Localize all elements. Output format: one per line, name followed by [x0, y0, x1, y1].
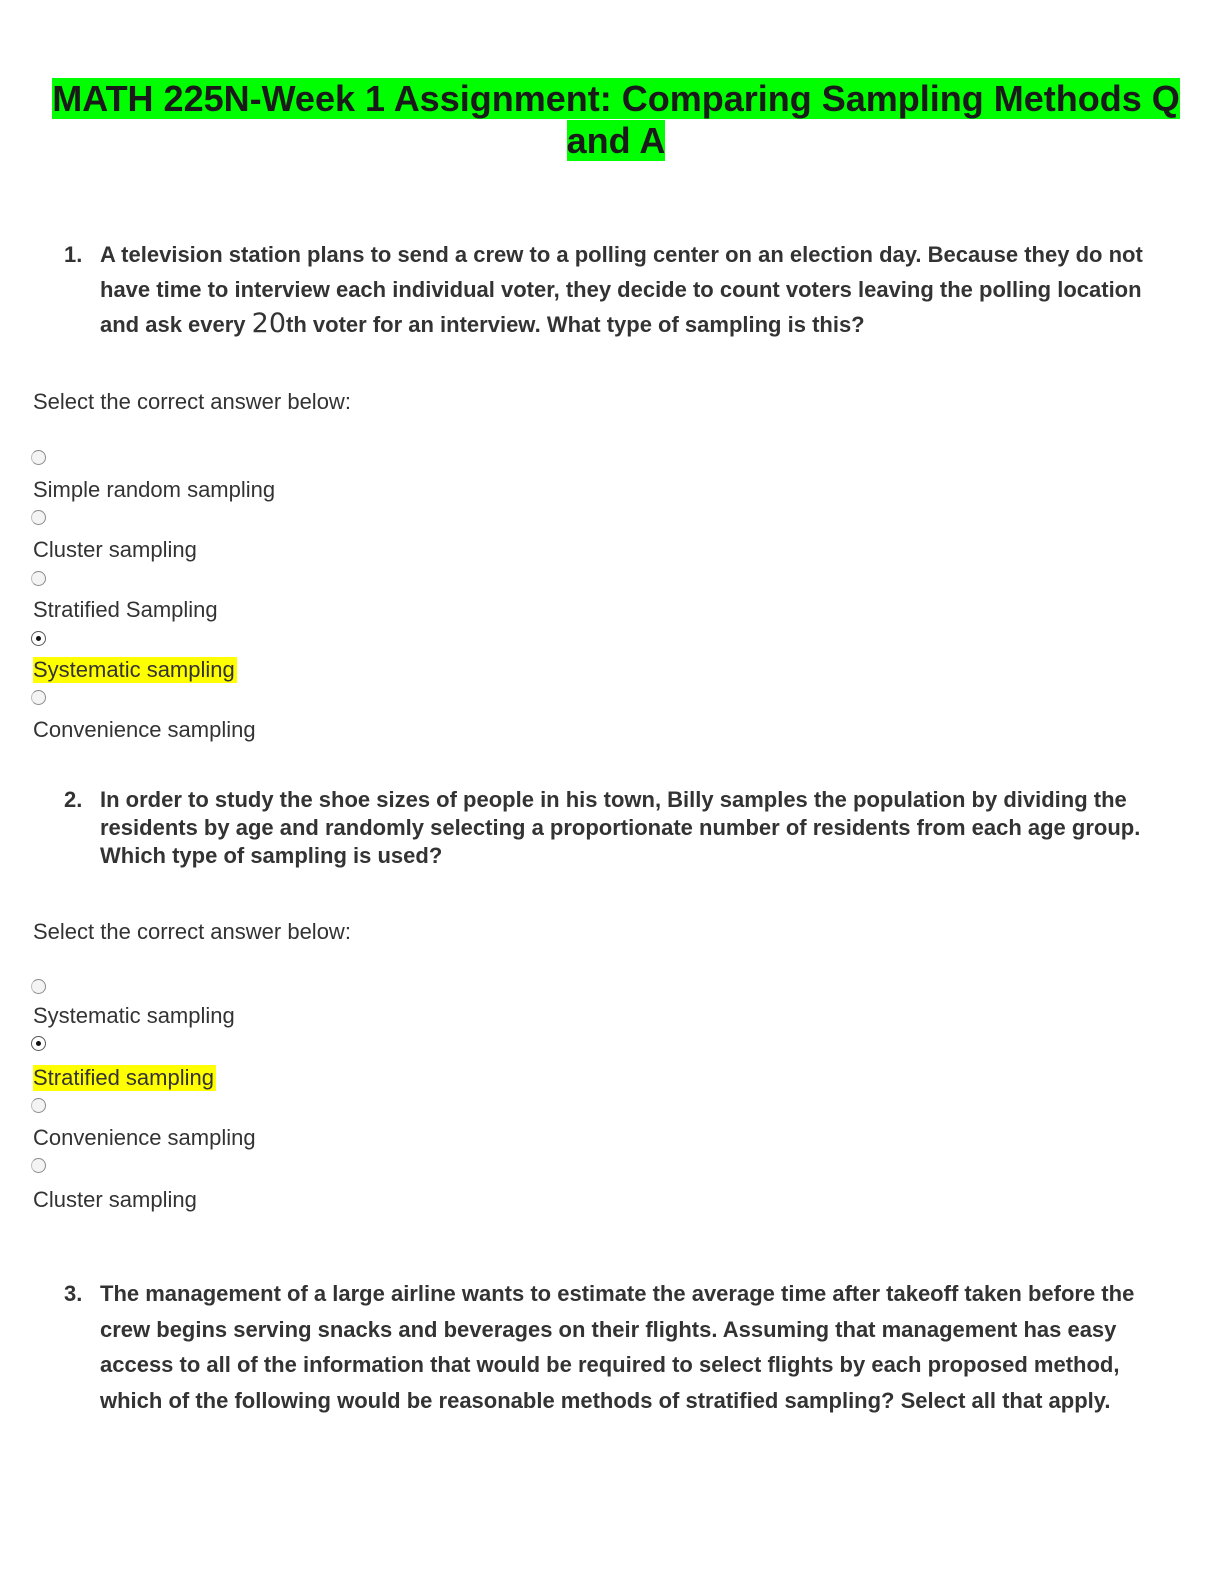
question-number: 2. [64, 787, 83, 812]
answer-option[interactable]: Stratified Sampling [33, 597, 218, 622]
question-text-number: 20 [251, 308, 287, 339]
question-number: 1. [64, 242, 83, 267]
question-2 [64, 786, 1184, 870]
select-answer-label: Select the correct answer below: [33, 389, 351, 414]
question-text [100, 238, 1184, 343]
radio-unchecked-icon[interactable] [31, 1098, 46, 1113]
radio-unchecked-icon[interactable] [31, 571, 46, 586]
page-title-text: MATH 225N-Week 1 Assignment: Comparing Sampling Methods Q and A [52, 78, 1180, 161]
answer-option-selected[interactable]: Systematic sampling [33, 657, 235, 682]
radio-unchecked-icon[interactable] [31, 510, 46, 525]
answer-option[interactable]: Cluster sampling [33, 1187, 197, 1212]
radio-checked-icon[interactable] [31, 631, 46, 646]
question-text-part: A television station plans to send a crew to a polling center on an election day. Because they do not have time to interview each individual voter, they decide to count voters leaving the polling location and ask every [100, 242, 1143, 337]
page-title [52, 78, 1180, 162]
select-answer-label: Select the correct answer below: [33, 919, 351, 944]
answer-option[interactable]: Systematic sampling [33, 1003, 235, 1028]
question-text: In order to study the shoe sizes of people in his town, Billy samples the population by dividing the residents by age and randomly selecting a proportionate number of residents from each age group. Which type of sampling is used? [100, 787, 1141, 868]
question-number: 3. [64, 1281, 83, 1306]
radio-unchecked-icon[interactable] [31, 1158, 46, 1173]
answer-option[interactable]: Simple random sampling [33, 477, 276, 502]
answer-option-selected[interactable]: Stratified sampling [33, 1065, 214, 1090]
radio-checked-icon[interactable] [31, 1036, 46, 1051]
answer-option[interactable]: Convenience sampling [33, 717, 256, 742]
radio-unchecked-icon[interactable] [31, 979, 46, 994]
question-3 [64, 1276, 1184, 1418]
question-text: The management of a large airline wants to estimate the average time after takeoff taken before the crew begins serving snacks and beverages on their flights. Assuming that management has easy access to all of the information that would be required to select flights by each proposed method, which of the following would be reasonable methods of stratified sampling? Select all that apply. [100, 1281, 1135, 1413]
radio-unchecked-icon[interactable] [31, 690, 46, 705]
answer-option[interactable]: Cluster sampling [33, 537, 197, 562]
radio-unchecked-icon[interactable] [31, 450, 46, 465]
question-1 [64, 238, 1184, 343]
question-text-part: th voter for an interview. What type of sampling is this? [286, 312, 865, 337]
answer-option[interactable]: Convenience sampling [33, 1125, 256, 1150]
